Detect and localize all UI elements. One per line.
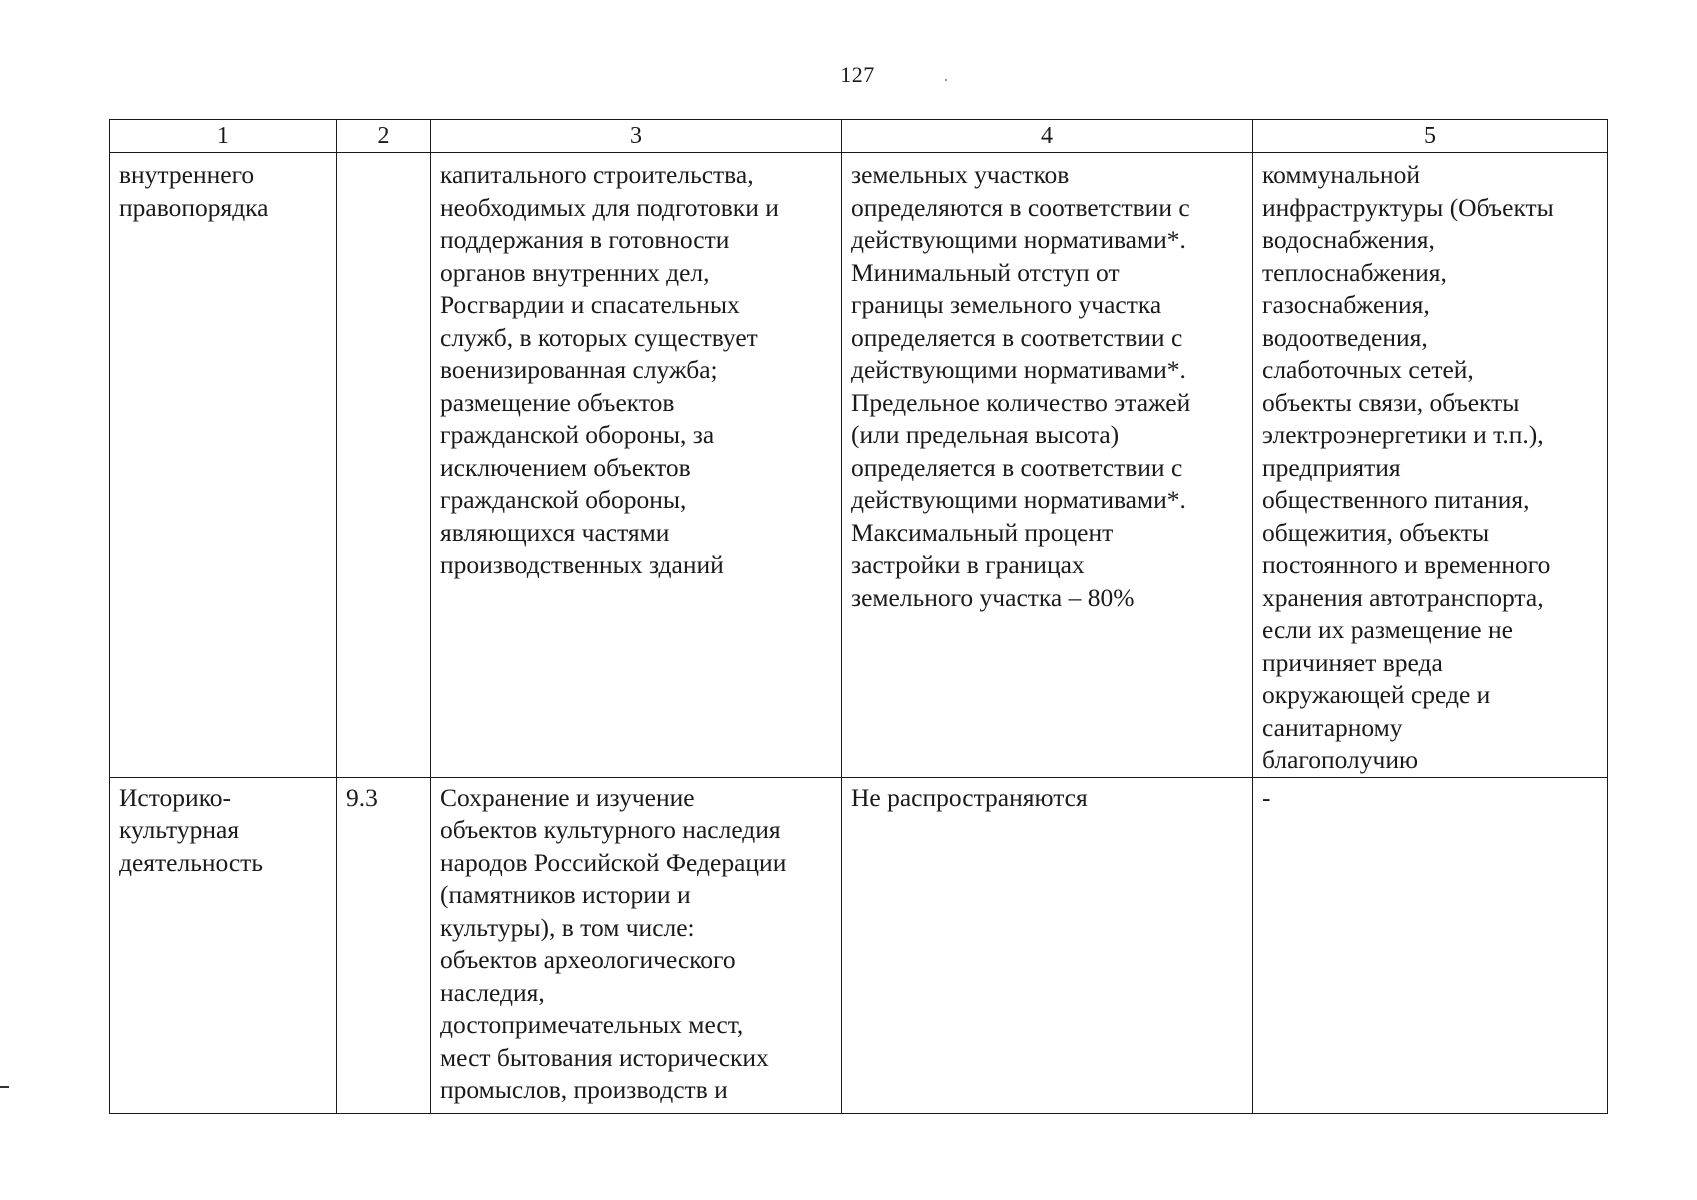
cell-use-description: капитального строительства, необходимых для подготовки и поддержания в готовности органов внутренних дел, Росгвардии и спасательных служб, в которых существует военизированная служба; размещение объектов гражданской обороны, за исключением объектов гражданской обороны, являющихся частями производственных зданий xyxy=(431,153,842,778)
table-row xyxy=(110,777,1608,1113)
cell-use-name: внутреннего правопорядка xyxy=(110,153,337,778)
cell-use-description: Сохранение и изучение объектов культурного наследия народов Российской Федерации (памятников истории и культуры), в том числе: объектов археологического наследия, достопримечательных мест, мест бытования исторических промыслов, производств и xyxy=(431,777,842,1113)
header-col-2: 2 xyxy=(337,120,431,153)
header-col-3: 3 xyxy=(431,120,842,153)
header-row xyxy=(110,120,1608,153)
cell-use-name: Историко- культурная деятельность xyxy=(110,777,337,1113)
header-col-1: 1 xyxy=(110,120,337,153)
zoning-regulations-table xyxy=(109,119,1608,1114)
table-row xyxy=(110,153,1608,778)
cell-use-code: 9.3 xyxy=(337,777,431,1113)
cell-parameters: земельных участков определяются в соответствии с действующими нормативами*. Минимальный отступ от границы земельного участка определяется в соответствии с действующими нормативами*. Предельное количество этажей (или предельная высота) определяется в соответствии с действующими нормативами*. Максимальный процент застройки в границах земельного участка – 80% xyxy=(842,153,1253,778)
header-col-4: 4 xyxy=(842,120,1253,153)
cell-parameters: Не распространяются xyxy=(842,777,1253,1113)
margin-mark xyxy=(0,1086,9,1088)
cell-auxiliary-uses: коммунальной инфраструктуры (Объекты водоснабжения, теплоснабжения, газоснабжения, водоотведения, слаботочных сетей, объекты связи, объекты электроэнергетики и т.п.), предприятия общественного питания, общежития, объекты постоянного и временного хранения автотранспорта, если их размещение не причиняет вреда окружающей среде и санитарному благополучию xyxy=(1253,153,1608,778)
header-col-5: 5 xyxy=(1253,120,1608,153)
cell-use-code xyxy=(337,153,431,778)
page-number: 127 xyxy=(840,62,875,87)
scan-speck xyxy=(945,79,947,81)
cell-auxiliary-uses: - xyxy=(1253,777,1608,1113)
